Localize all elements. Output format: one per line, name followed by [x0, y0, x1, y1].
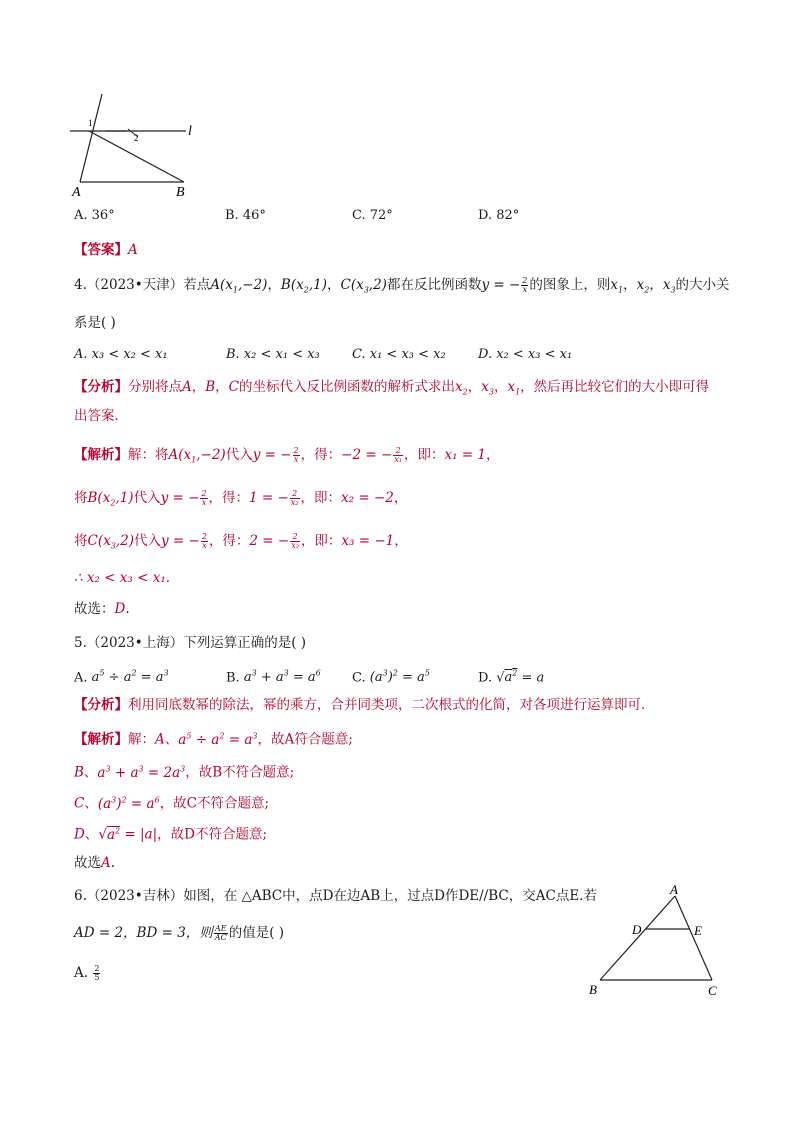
q4-solution-line3: 将$C(x_3,2)$代入y = − $\frac{2}{x}$ ，得：2 = − $\frac{2}{\text{x₃}}$ ，即：x₃ = −1，: [74, 532, 408, 551]
q5-option-b: B. $a^3 + a^3 = a^6$: [226, 669, 321, 686]
tri-label-C: C: [708, 983, 717, 998]
q6-stem-line2: AD = 2，BD = 3，则 $\frac{AE}{AC}$ 的值是( ): [74, 924, 285, 942]
q4-solution-line2: 将$B(x_2,1)$代入y = − $\frac{2}{x}$ ，得：1 = − $\frac{2}{\text{x₂}}$ ，即：x₂ = −2，: [74, 489, 408, 508]
figure-triangle-abc: [584, 884, 734, 1000]
q4-solution-line1: 【解析】解：将$A(x_1,-2)$代入y = − $\frac{2}{x}$ ，得：−2 = − $\frac{2}{\text{x₁}}$ ，即：x₁ = 1，: [74, 446, 500, 465]
q4-stem-line1: 4.（2023•天津）若点$A(x_1,-2)$，$B(x_2,1)$，$C(x_3,2)$都在反比例函数y = − $\frac{2}{x}$ 的图象上，则$x_1$，$x_2$，$x_3$的大小关: [74, 276, 730, 295]
q5-choose: 故选A.: [74, 855, 116, 871]
answer-tag: 【答案】: [74, 242, 128, 258]
q3-option-b: B. 46°: [225, 208, 266, 223]
q4-analysis-line1: 【分析】分别将点A，B，C的坐标代入反比例函数的解析式求出$x_2$，$x_3$，$x_1$，然后再比较它们的大小即可得: [74, 379, 710, 397]
point-B-label: B: [176, 185, 185, 200]
angle-2-label: 2: [134, 133, 139, 143]
line-l-label: l: [188, 124, 192, 139]
q6-stem-line1: 6.（2023•吉林）如图，在 △ABC中，点D在边AB上，过点D作DE//BC，交AC点E.若: [74, 888, 597, 904]
q3-option-d: D. 82°: [478, 208, 520, 223]
q5-solution-a: 【解析】解：A、$a^5 \div a^2 = a^3$，故A符合题意;: [74, 731, 353, 748]
q4-option-d: D. x₂ < x₃ < x₁: [478, 347, 573, 362]
point-A-label: A: [72, 185, 81, 200]
q4-choose: 故选：D.: [74, 601, 130, 617]
q5-stem: 5.（2023•上海）下列运算正确的是( ): [74, 635, 307, 651]
tri-label-D: D: [632, 922, 642, 937]
figure-parallel-lines: [66, 90, 196, 200]
q4-analysis-line2: 出答案．: [74, 408, 128, 424]
answer-value: A: [128, 242, 138, 258]
q5-solution-d: D、$√a^2 = |a|$，故D不符合题意;: [74, 826, 268, 843]
q4-option-c: C. x₁ < x₃ < x₂: [352, 347, 446, 362]
q4-conclusion: ∴ x₂ < x₃ < x₁.: [74, 570, 171, 586]
q3-option-a: A. 36°: [74, 208, 115, 223]
q6-option-a: A. $\frac{2}{5}$: [74, 964, 100, 982]
q4-option-a: A. x₃ < x₂ < x₁: [74, 347, 168, 362]
q5-solution-c: C、$(a^3)^2 = a^6$，故C不符合题意;: [74, 795, 270, 812]
tri-label-A: A: [670, 884, 678, 897]
q5-option-c: C. $(a^3)^2 = a^5$: [352, 669, 430, 686]
q3-answer: [74, 241, 138, 259]
q3-option-c: C. 72°: [352, 208, 393, 223]
q4-option-b: B. x₂ < x₁ < x₃: [226, 347, 320, 362]
tri-label-B: B: [589, 982, 597, 997]
tri-label-E: E: [694, 923, 702, 938]
q5-option-d: D. $√a^2 = a$: [478, 669, 545, 686]
q4-stem-line2: 系是( ): [74, 315, 116, 331]
q5-analysis: 【分析】利用同底数幂的除法，幂的乘方，合并同类项，二次根式的化简，对各项进行运算即可．: [74, 697, 655, 713]
angle-1-label: 1: [88, 118, 93, 128]
q5-solution-b: B、$a^3 + a^3 = 2a^3$，故B不符合题意;: [74, 764, 295, 781]
q5-option-a: A. $a^5 \div a^2 = a^3$: [74, 669, 169, 686]
